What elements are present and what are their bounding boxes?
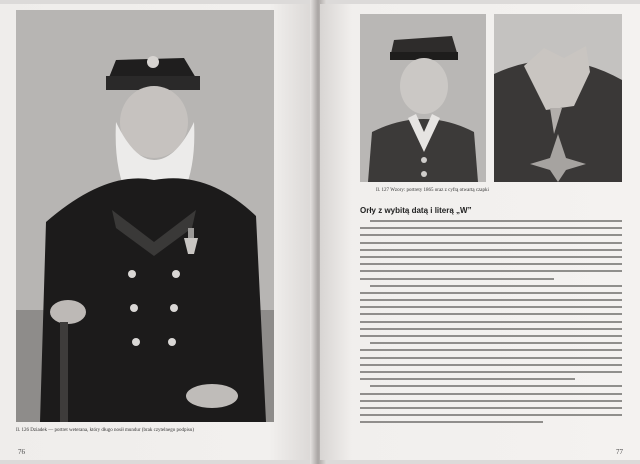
body-text-block <box>360 220 622 428</box>
left-photo-caption: Il. 126 Dziadek — portret weterana, który długo nosił mundur (brak czytelnego podpisu) <box>16 428 195 433</box>
left-page-number: 76 <box>18 448 25 456</box>
veteran-portrait-illustration <box>16 10 274 422</box>
section-heading: Orły z wybitą datą i literą „W” <box>360 206 472 215</box>
officer-portrait-illustration <box>360 14 486 182</box>
right-page-number: 77 <box>616 448 623 456</box>
right-photo-caption: Il. 127 Wzory: portrety 1865 oraz z cyfrą otwartą czapki <box>376 188 489 193</box>
veteran-portrait-photo <box>16 10 274 422</box>
officer-portrait-photo <box>360 14 486 182</box>
right-page <box>320 4 640 460</box>
left-page <box>0 4 316 460</box>
cap-emblem-photo <box>494 14 622 182</box>
cap-emblem-illustration <box>494 14 622 182</box>
